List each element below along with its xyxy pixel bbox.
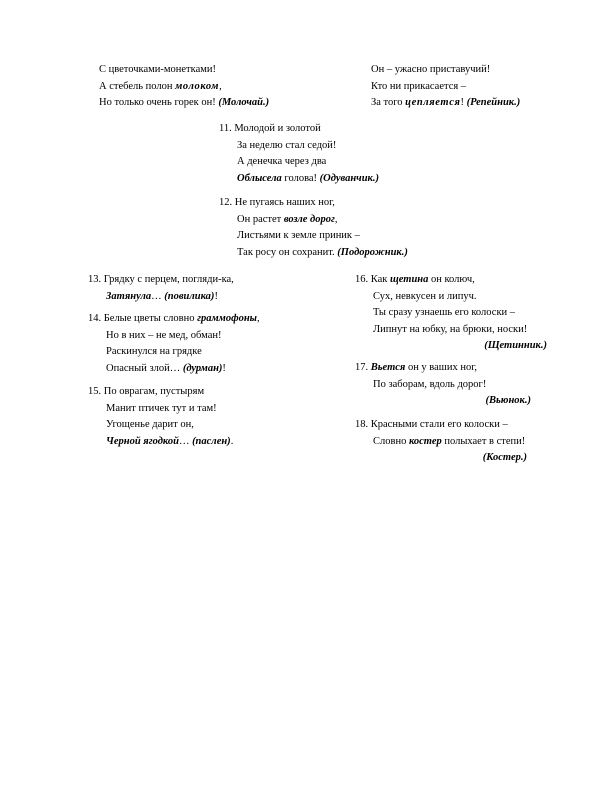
- line: Листьями к земле приник –: [237, 230, 360, 241]
- line: 15. По оврагам, пустырям: [88, 386, 205, 397]
- line: Ты сразу узнаешь его колоски –: [373, 307, 516, 318]
- line: [355, 393, 531, 410]
- line: 11. Молодой и золотой: [219, 123, 321, 134]
- line: Опасный злой… (дурман)!: [106, 362, 226, 374]
- line: Кто ни прикасается –: [371, 80, 467, 92]
- line: А денечка через два: [237, 156, 327, 167]
- line: За того цепляется! (Репейник.): [371, 97, 521, 108]
- riddle-13: [88, 272, 234, 305]
- line: Липнут на юбку, на брюки, носки!: [373, 323, 528, 335]
- line: Манит птичек тут и там!: [106, 402, 217, 414]
- riddle-18: [355, 417, 527, 467]
- line: 17. Вьется он у ваших ног,: [355, 362, 477, 373]
- answer: (Костер.): [482, 452, 527, 463]
- line: Но в них – не мед, обман!: [106, 329, 222, 341]
- line: [355, 338, 547, 355]
- line: Угощенье дарит он,: [106, 419, 194, 430]
- answer: (паслен): [192, 435, 231, 447]
- answer: (Щетинник.): [484, 340, 547, 351]
- line: 13. Грядку с перцем, погляди-ка,: [88, 274, 234, 285]
- line: С цветочками-монетками!: [99, 64, 217, 75]
- answer: (Подорожник.): [337, 246, 408, 258]
- line: А стебель полон молоком,: [99, 80, 222, 92]
- riddle-11: [219, 121, 379, 187]
- line: Он растет возле дорог,: [237, 213, 338, 225]
- line: По заборам, вдоль дорог!: [373, 378, 487, 390]
- line: Сух, невкусен и липуч.: [373, 290, 477, 302]
- answer: (Молочай.): [218, 97, 270, 108]
- riddle-17: [355, 360, 531, 410]
- line: Черной ягодкой… (паслен).: [106, 435, 234, 447]
- line: Но только очень горек он! (Молочай.): [99, 97, 270, 108]
- riddle-top-right: [371, 62, 520, 112]
- line: Облысела голова! (Одуванчик.): [237, 172, 379, 184]
- line: [355, 450, 527, 467]
- riddle-top-left: [99, 62, 269, 112]
- riddle-16: [355, 272, 547, 355]
- riddle-14: [88, 311, 260, 377]
- answer: (повилика): [164, 290, 215, 302]
- line: 12. Не пугаясь наших ног,: [219, 197, 335, 208]
- line: За неделю стал седой!: [237, 139, 337, 151]
- line: 16. Как щетина он колюч,: [355, 274, 475, 285]
- line: 14. Белые цветы словно граммофоны,: [88, 313, 260, 324]
- answer: (дурман): [182, 362, 223, 374]
- line: Так росу он сохранит. (Подорожник.): [237, 246, 408, 258]
- answer: (Одуванчик.): [319, 172, 379, 184]
- line: Раскинулся на грядке: [106, 346, 202, 357]
- line: Он – ужасно приставучий!: [371, 64, 491, 75]
- answer: (Репейник.): [466, 97, 521, 108]
- line: 18. Красными стали его колоски –: [355, 419, 508, 430]
- answer: (Вьюнок.): [485, 395, 531, 406]
- riddle-12: [219, 195, 408, 261]
- riddle-15: [88, 384, 233, 450]
- line: Затянула… (повилика)!: [106, 290, 218, 302]
- line: Словно костер полыхает в степи!: [373, 435, 526, 447]
